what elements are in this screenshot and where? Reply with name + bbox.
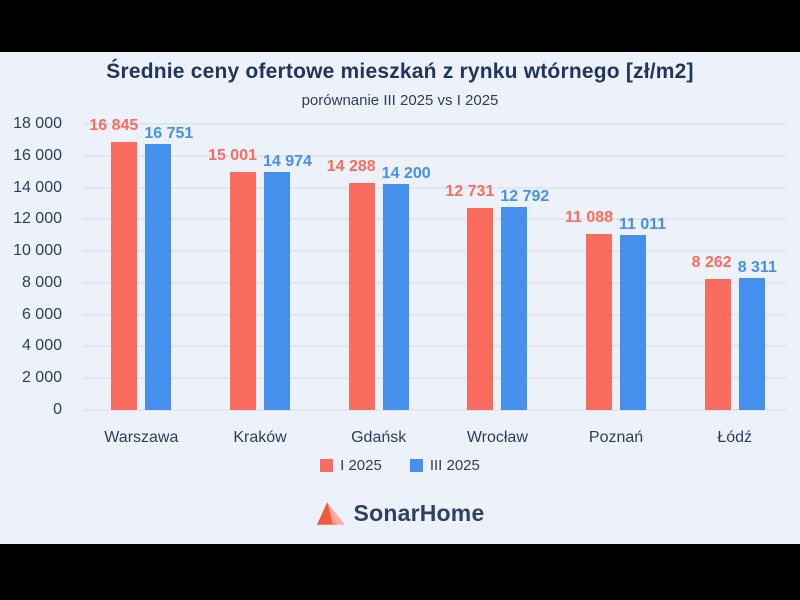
x-category-label-gdańsk: Gdańsk [351, 429, 407, 446]
bar-group-warszawa [82, 117, 201, 410]
value-label: 14 200 [381, 165, 431, 182]
legend-item-iii-2025 [410, 457, 480, 474]
y-tick-label: 10 000 [13, 242, 62, 260]
bar-warszawa-i-2025 [89, 117, 139, 410]
y-tick-label: 12 000 [13, 210, 62, 228]
legend-swatch [320, 459, 333, 472]
value-label: 12 792 [500, 188, 550, 205]
legend-label: III 2025 [429, 457, 480, 474]
value-label: 8 262 [691, 254, 732, 271]
y-tick-label: 8 000 [21, 273, 62, 291]
bar-group-kraków [201, 124, 320, 410]
y-tick-label: 2 000 [21, 369, 62, 387]
legend [0, 457, 800, 474]
bar-wrocław-iii-2025 [500, 188, 550, 410]
y-tick-label: 18 000 [13, 115, 62, 132]
value-label: 14 974 [263, 153, 312, 170]
bar-gdańsk-i-2025 [326, 158, 376, 410]
chart-title: Średnie ceny ofertowe mieszkań z rynku wtórnego [zł/m2] [106, 60, 694, 83]
y-tick-label: 14 000 [13, 178, 62, 196]
bar-wrocław-i-2025 [445, 183, 495, 410]
x-category-label-poznań: Poznań [588, 429, 644, 446]
legend-label: I 2025 [340, 457, 382, 474]
bar-kraków-i-2025 [208, 147, 257, 410]
value-label: 11 088 [564, 209, 614, 226]
bar-łódź-iii-2025 [737, 259, 777, 410]
y-tick-label: 0 [53, 401, 62, 418]
logo-text: SonarHome [353, 500, 485, 526]
legend-item-i-2025 [320, 457, 382, 474]
chart-subtitle: porównanie III 2025 vs I 2025 [301, 92, 499, 109]
bar-warszawa-iii-2025 [144, 125, 194, 410]
value-label: 15 001 [208, 147, 257, 164]
bar-group-łódź [675, 124, 794, 410]
bar-gdańsk-iii-2025 [381, 165, 431, 410]
bar-poznań-i-2025 [564, 209, 614, 410]
bar-group-wrocław [438, 124, 557, 410]
value-label: 8 311 [737, 259, 777, 276]
y-tick-label: 6 000 [21, 305, 62, 323]
sonarhome-logo-icon [316, 501, 346, 526]
bar-łódź-i-2025 [691, 254, 732, 410]
x-axis-labels [82, 429, 794, 447]
value-label: 12 731 [445, 183, 495, 200]
bar-group-poznań [557, 124, 676, 410]
bar-kraków-iii-2025 [263, 153, 312, 410]
chart-canvas [0, 52, 800, 544]
logo [0, 500, 800, 527]
bar-poznań-iii-2025 [619, 216, 667, 410]
value-label: 11 011 [619, 216, 667, 233]
value-label: 16 751 [144, 125, 194, 142]
value-label: 16 845 [89, 117, 139, 134]
legend-swatch [410, 459, 423, 472]
bar-groups [82, 117, 794, 410]
bar-group-gdańsk [319, 124, 438, 410]
x-category-label-kraków: Kraków [233, 429, 287, 446]
x-category-label-wrocław: Wrocław [466, 429, 528, 446]
value-label: 14 288 [326, 158, 376, 175]
x-category-label-łódź: Łódź [717, 429, 753, 446]
y-tick-label: 16 000 [13, 146, 62, 164]
y-tick-label: 4 000 [21, 337, 62, 355]
x-category-label-warszawa: Warszawa [104, 429, 179, 446]
